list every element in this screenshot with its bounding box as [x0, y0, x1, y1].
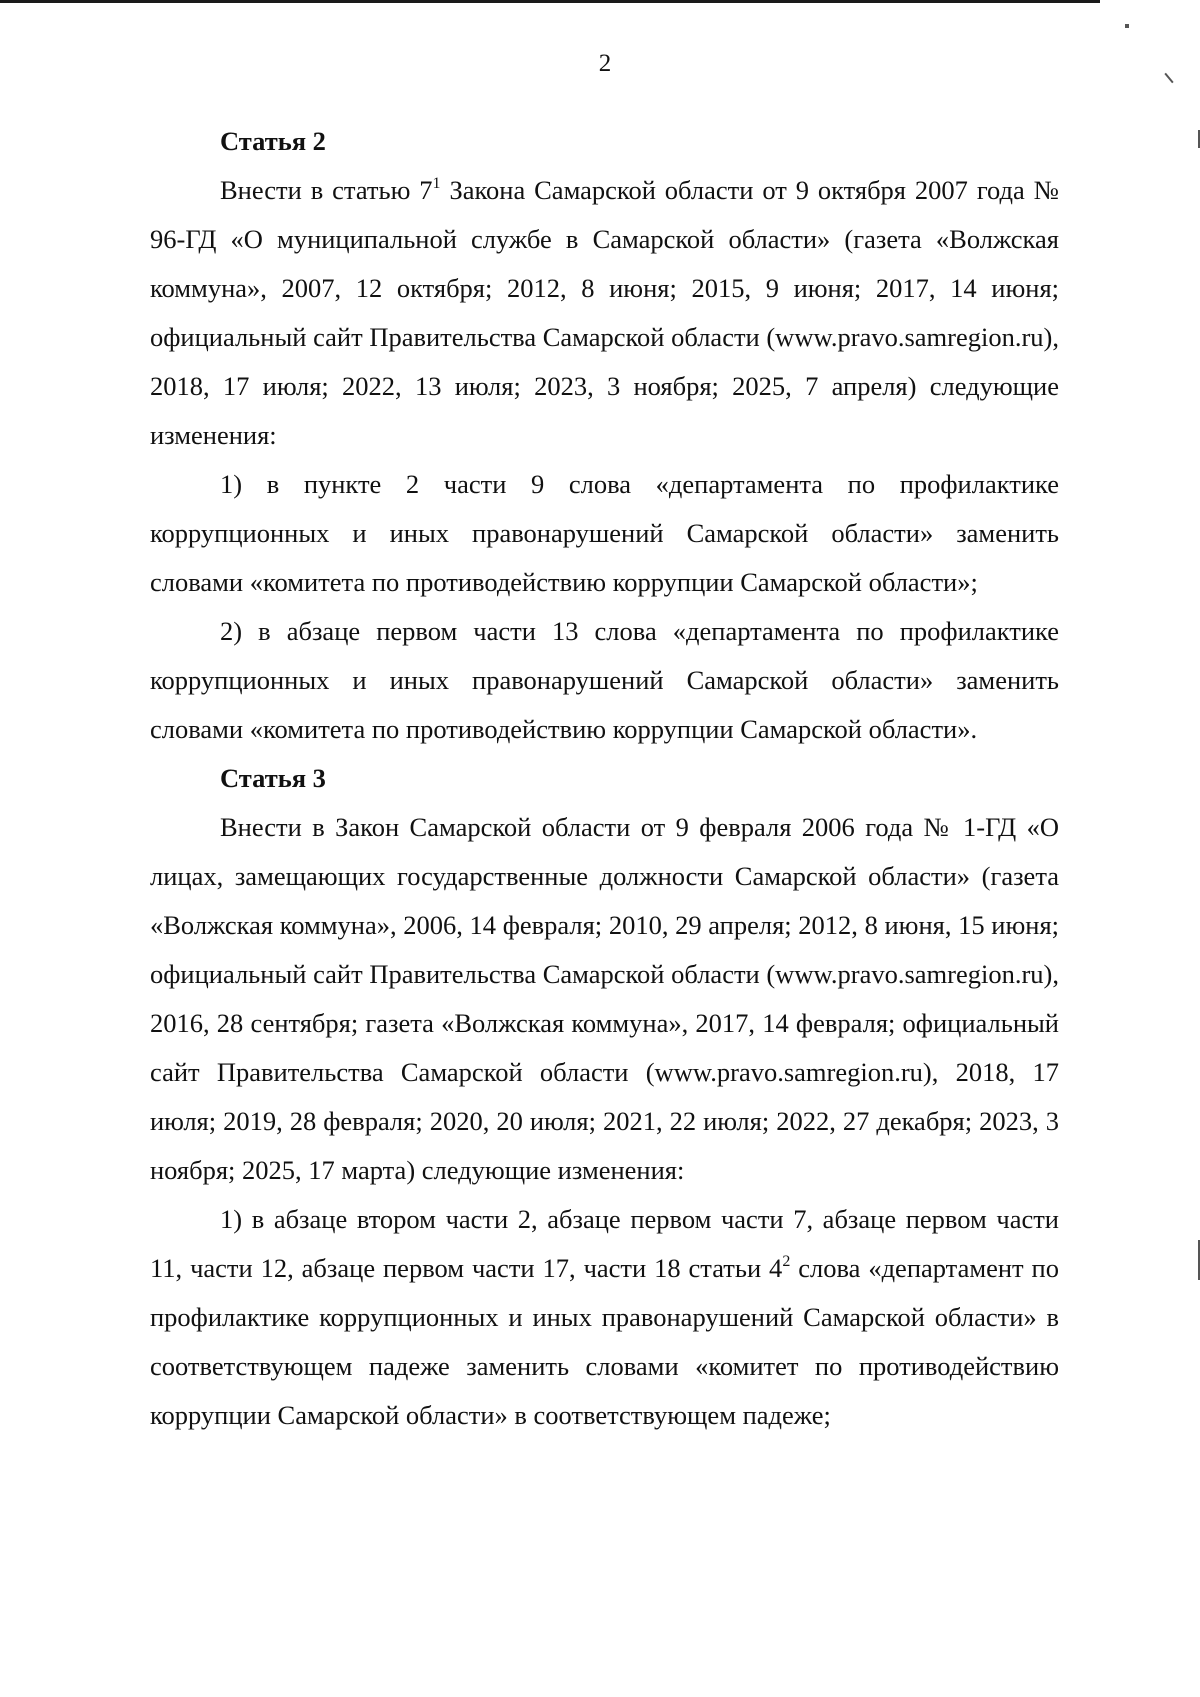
article-2-intro	[150, 166, 1059, 460]
article-3-intro: Внести в Закон Самарской области от 9 февраля 2006 года № 1-ГД «О лицах, замещающих государственные должности Самарской области» (газета «Волжская коммуна», 2006, 14 февраля; 2010, 29 апреля; 2012, 8 июня, 15 июня; официальный сайт Правительства Самарской области (www.pravo.samregion.ru), 2016, 28 сентября; газета «Волжская коммуна», 2017, 14 февраля; официальный сайт Правительства Самарской области (www.pravo.samregion.ru), 2018, 17 июля; 2019, 28 февраля; 2020, 20 июля; 2021, 22 июля; 2022, 27 декабря; 2023, 3 ноября; 2025, 17 марта) следующие изменения:	[150, 812, 1059, 1185]
article-3-item-1	[150, 1195, 1059, 1440]
scan-top-border	[0, 0, 1100, 3]
article-3-item-1-start: 1) в абзаце втором части 2, абзаце первом части 7, абзаце первом части 11, части 12, абзаце первом части 17, части 18 статьи 4	[150, 1204, 1059, 1283]
article-2-item-2: 2) в абзаце первом части 13 слова «департамента по профилактике коррупционных и иных правонарушений Самарской области» заменить словами «комитета по противодействию коррупции Самарской области».	[150, 616, 1059, 744]
page-number: 2	[598, 50, 612, 77]
article-3-superscript: 2	[782, 1253, 791, 1270]
article-2-intro-start: Внести в статью 7	[220, 175, 433, 205]
article-2-intro-rest: Закона Самарской области от 9 октября 2007 года № 96-ГД «О муниципальной службе в Самарской области» (газета «Волжская коммуна», 2007, 12 октября; 2012, 8 июня; 2015, 9 июня; 2017, 14 июня; официальный сайт Правительства Самарской области (www.pravo.samregion.ru), 2018, 17 июля; 2022, 13 июля; 2023, 3 ноября; 2025, 7 апреля) следующие изменения:	[150, 175, 1059, 450]
article-3-heading: Статья 3	[220, 763, 326, 793]
scan-speck	[1125, 24, 1129, 28]
document-body	[150, 117, 1059, 1440]
article-2-superscript: 1	[432, 175, 441, 192]
article-3-item-1-rest: слова «департамент по профилактике коррупционных и иных правонарушений Самарской области» в соответствующем падеже заменить словами «комитет по противодействию коррупции Самарской области» в соответствующем падеже;	[150, 1253, 1059, 1430]
article-2-item-1: 1) в пункте 2 части 9 слова «департамента по профилактике коррупционных и иных правонарушений Самарской области» заменить словами «комитета по противодействию коррупции Самарской области»;	[150, 469, 1059, 597]
article-2-heading: Статья 2	[220, 126, 326, 156]
